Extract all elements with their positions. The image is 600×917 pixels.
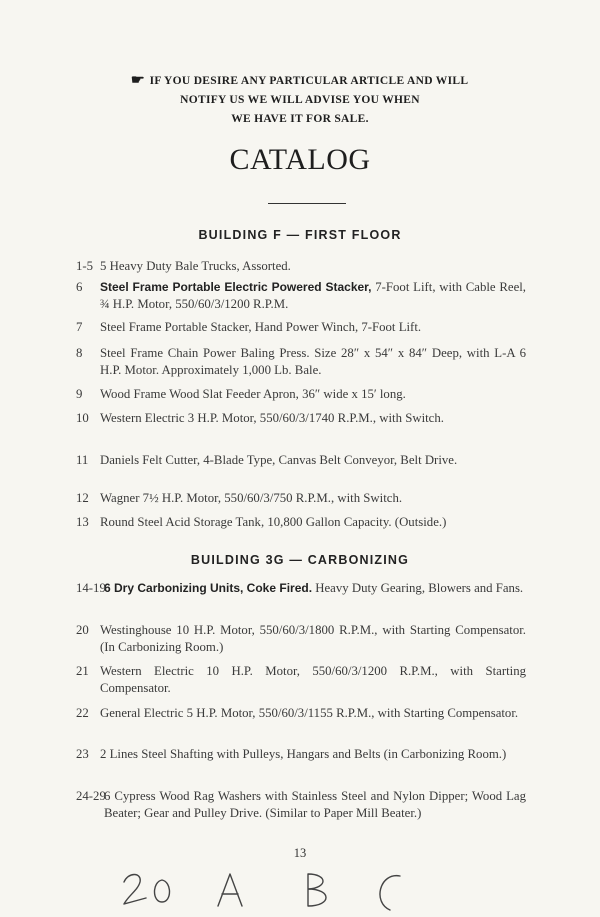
list-item	[76, 514, 526, 531]
pointing-hand-icon: ☛	[130, 72, 145, 87]
item-description: Daniels Felt Cutter, 4-Blade Type, Canvas Belt Conveyor, Belt Drive.	[100, 453, 458, 467]
item-number: 9	[76, 387, 83, 401]
item-description: 6 Cypress Wood Rag Washers with Stainless Steel and Nylon Dipper; Wood Lag Beater; Gear and Pulley Drive. (Similar to Paper Mill Beater.)	[104, 789, 526, 821]
notice-line-2: NOTIFY US WE WILL ADVISE YOU WHEN	[180, 94, 420, 106]
page-title: CATALOG	[229, 143, 371, 176]
list-item	[76, 705, 526, 722]
item-description: Steel Frame Chain Power Baling Press. Size 28″ x 54″ x 84″ Deep, with L-A 6 H.P. Motor. Approximately 1,000 Lb. Bale.	[100, 346, 526, 378]
item-description: Round Steel Acid Storage Tank, 10,800 Gallon Capacity. (Outside.)	[100, 515, 447, 529]
item-description: Western Electric 3 H.P. Motor, 550/60/3/1740 R.P.M., with Switch.	[100, 411, 444, 425]
item-bold-title: Steel Frame Portable Electric Powered Stacker,	[100, 280, 372, 294]
list-item	[76, 319, 526, 336]
item-number: 13	[76, 515, 89, 529]
item-number: 22	[76, 706, 89, 720]
item-number: 7	[76, 320, 83, 334]
item-number: 8	[76, 346, 83, 360]
item-description: 7-Foot Lift, with Cable Reel, ¾ H.P. Motor, 550/60/3/1200 R.P.M.	[100, 280, 526, 312]
item-number: 24-29	[76, 789, 106, 803]
item-description: Steel Frame Portable Stacker, Hand Power Winch, 7-Foot Lift.	[100, 320, 422, 334]
item-number: 10	[76, 411, 89, 425]
item-number: 23	[76, 747, 89, 761]
section-heading-building-3g: BUILDING 3G — CARBONIZING	[190, 553, 410, 567]
notice-block	[60, 70, 540, 129]
title-divider	[268, 203, 346, 204]
item-bold-title: 6 Dry Carbonizing Units, Coke Fired.	[104, 581, 313, 595]
item-description: 2 Lines Steel Shafting with Pulleys, Hangars and Belts (in Carbonizing Room.)	[100, 747, 507, 761]
list-item	[76, 279, 526, 313]
item-number: 14-19	[76, 581, 106, 595]
list-item	[76, 410, 526, 427]
list-item	[76, 622, 526, 656]
list-item	[76, 490, 526, 507]
item-description: Wood Frame Wood Slat Feeder Apron, 36″ wide x 15′ long.	[100, 387, 406, 401]
list-item	[76, 258, 526, 275]
item-description: Western Electric 10 H.P. Motor, 550/60/3/1200 R.P.M., with Starting Compensator.	[100, 664, 526, 696]
list-item	[76, 580, 526, 597]
list-item	[76, 788, 526, 822]
item-description: Wagner 7½ H.P. Motor, 550/60/3/750 R.P.M., with Switch.	[100, 491, 403, 505]
page-number: 13	[293, 846, 307, 860]
handwritten-note	[118, 862, 418, 917]
item-description: Heavy Duty Gearing, Blowers and Fans.	[312, 581, 524, 595]
item-number: 20	[76, 623, 89, 637]
item-description: General Electric 5 H.P. Motor, 550/60/3/1155 R.P.M., with Starting Compensator.	[100, 706, 519, 720]
list-item	[76, 746, 526, 763]
item-number: 12	[76, 491, 89, 505]
item-description: 5 Heavy Duty Bale Trucks, Assorted.	[100, 259, 291, 273]
item-number: 1-5	[76, 259, 94, 273]
list-item	[76, 386, 526, 403]
item-number: 11	[76, 453, 89, 467]
list-item	[76, 663, 526, 697]
notice-line-3: WE HAVE IT FOR SALE.	[231, 113, 369, 125]
item-description: Westinghouse 10 H.P. Motor, 550/60/3/1800 R.P.M., with Starting Compensator. (In Carbonizing Room.)	[100, 623, 526, 655]
list-item	[76, 345, 526, 379]
item-number: 6	[76, 280, 83, 294]
section-heading-building-f: BUILDING F — FIRST FLOOR	[198, 228, 402, 242]
item-number: 21	[76, 664, 89, 678]
notice-line-1: IF YOU DESIRE ANY PARTICULAR ARTICLE AND WILL	[149, 75, 469, 87]
list-item	[76, 452, 526, 469]
